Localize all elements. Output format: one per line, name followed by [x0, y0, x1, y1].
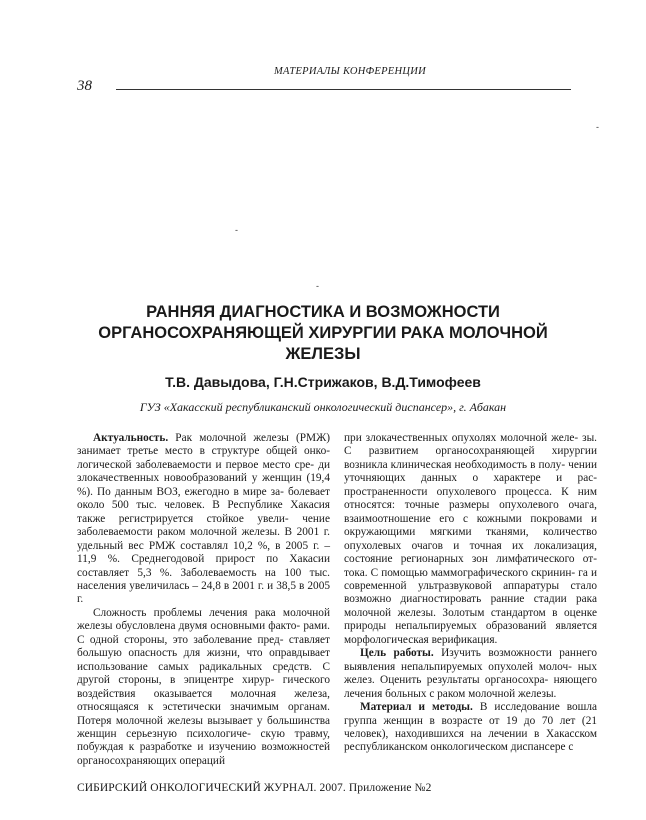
text-line: чении уточняющих данных о характере и рас- [344, 458, 597, 485]
stray-mark: - [596, 122, 599, 132]
text-line: железы обусловлена двумя основными факто- [77, 620, 301, 633]
article-title [60, 302, 586, 365]
text-line: выявления непальпируемых опухолей молоч- [344, 660, 572, 673]
text-line: болевает около 500 тыс. человек. В Республике [77, 485, 330, 512]
paragraph-relevance [77, 432, 330, 607]
left-column [77, 432, 330, 768]
text-line: гического воздействия оказывается молочная [77, 674, 330, 700]
text-line: Сложность проблемы лечения рака молочной [93, 606, 330, 619]
text-line: Хакасии составляет 5,3 %. Заболеваемость на [77, 553, 330, 579]
text-line: опухолевых очагов и точная их локализация, [344, 539, 597, 552]
text-line: ди злокачественных новообразований у женщин [77, 458, 330, 485]
text-line: республиканском онкологическом диспансере с [344, 741, 574, 754]
text-line: рами. С одной стороны, это заболевание пред- [77, 620, 330, 646]
text-line: является морфологическая верификация. [344, 620, 598, 646]
text-line: оправдывает использование самых радикальных [77, 647, 330, 673]
text-line: Изучить возможности раннего [441, 647, 598, 660]
text-line: средств. С другой стороны, в эпицентре хирур- [77, 660, 330, 687]
paragraph-aim [344, 647, 597, 701]
text-line: (19,4 %). По данным ВОЗ, ежегодно в мире за- [77, 472, 330, 498]
text-line: в 2005 г. – 11,9 %. Среднегодовой прирост по [77, 539, 331, 566]
text-line: Рак молочной железы (РМЖ) [175, 432, 330, 444]
text-line: взаимоотношение его с кожными покровами и [344, 512, 597, 525]
text-line: оценке природы непальпируемых образований [344, 606, 597, 633]
text-line: возможностей органосохраняющих операций [77, 741, 330, 767]
page-number: 38 [77, 78, 92, 94]
text-line: 100 тыс. населения увеличилась – 24,8 в 2001 г. [77, 566, 331, 592]
text-line: занимает третье место в структуре общей онко- [77, 445, 330, 458]
text-line: возникла клиническая необходимость в полу- [344, 458, 566, 471]
text-line: при злокачественных опухолях молочной желе- [344, 432, 579, 444]
text-line: и 38,5 в 2005 г. [77, 579, 330, 606]
text-line: Хакасия также регистрируется стойкое увели- [77, 499, 330, 525]
text-line: железы. [518, 687, 557, 700]
paragraph-continuation [344, 432, 597, 647]
text-line: человек), находившихся на лечении в Хакасском [344, 727, 597, 740]
text-line: окружающими мягкими тканями, количество [344, 526, 597, 539]
title-line: ОРГАНОСОХРАНЯЮЩЕЙ ХИРУРГИИ РАКА МОЛОЧНОЙ [98, 324, 548, 342]
text-line: состояние регионарных зон лимфатического от- [344, 553, 597, 566]
text-line: ных желез. Оценить результаты органосохра- [344, 660, 597, 687]
section-lead-relevance: Актуальность. [93, 432, 169, 444]
right-column [344, 432, 597, 755]
text-line: тока. С помощью маммографического скринин- [344, 566, 576, 579]
title-line: РАННЯЯ ДИАГНОСТИКА И ВОЗМОЖНОСТИ [146, 303, 500, 321]
running-title: МАТЕРИАЛЫ КОНФЕРЕНЦИИ [273, 66, 427, 77]
paragraph-methods [344, 701, 597, 755]
text-line: няющего лечения больных с раком молочной [344, 674, 597, 700]
text-line: группа женщин в возрасте от 19 до 70 лет (21 [344, 714, 597, 727]
text-line: рака молочной железы. Золотым стандартом в [344, 593, 597, 619]
article-authors: Т.В. Давыдова, Г.Н.Стрижаков, В.Д.Тимофеев [165, 374, 481, 390]
text-line: стало возможно диагностировать ранние стадии [344, 579, 598, 606]
text-line: железа, относящаяся к эстетически значимым [77, 687, 331, 714]
text-line: скую травму, побуждая к разработке и изучению [77, 727, 330, 754]
text-line: большинства женщин серьезную психологиче- [77, 714, 331, 740]
paragraph-complexity [77, 607, 330, 768]
text-line: логической заболеваемости и первое место сре- [77, 458, 315, 471]
section-lead-methods: Материал и методы. [360, 701, 473, 714]
text-line: чение заболеваемости раком молочной железы. [77, 512, 330, 539]
title-line: ЖЕЛЕЗЫ [285, 345, 361, 363]
text-line: пространенности опухолевого процесса. К ним [344, 485, 597, 498]
text-line: В исследование вошла [479, 701, 597, 714]
journal-footer: СИБИРСКИЙ ОНКОЛОГИЧЕСКИЙ ЖУРНАЛ. 2007. Приложение №2 [77, 782, 432, 794]
stray-mark: - [235, 225, 238, 235]
text-line: В 2001 г. удельный вес РМЖ составлял 10,2 %, [77, 526, 330, 552]
text-line: зы. С развитием органосохраняющей хирургии [344, 432, 597, 458]
article-affiliation: ГУЗ «Хакасский республиканский онкологический диспансер», г. Абакан [139, 400, 507, 414]
text-line: органам. Потеря молочной железы вызывает у [77, 701, 330, 727]
text-line: га и современной ультразвуковой аппаратуры [344, 566, 597, 592]
header-rule [116, 89, 571, 90]
text-line: ставляет большую опасность для жизни, что [77, 633, 330, 660]
text-line: относятся: точные размеры опухолевого очага, [344, 499, 597, 512]
stray-mark: - [316, 281, 319, 291]
section-lead-aim: Цель работы. [360, 647, 434, 660]
